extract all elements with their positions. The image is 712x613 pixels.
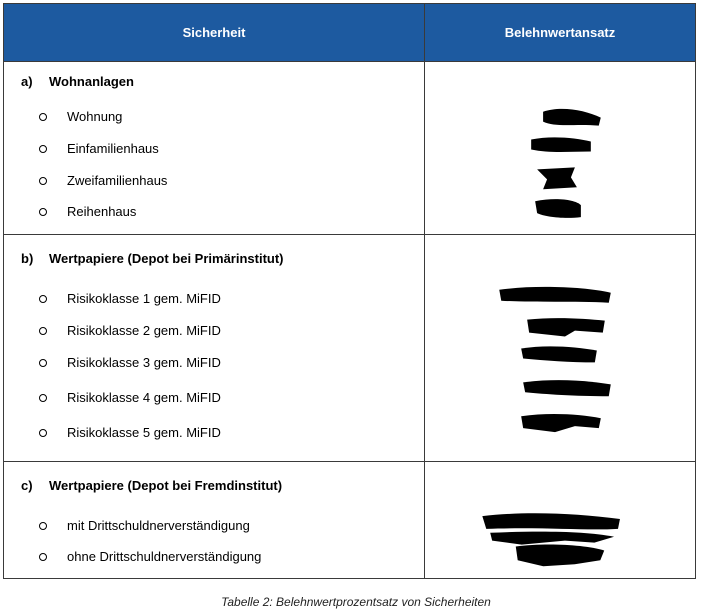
- circle-bullet-icon: [39, 359, 47, 367]
- section-a-title: [21, 74, 134, 89]
- list-item: Zweifamilienhaus: [39, 173, 167, 188]
- section-b-letter: b): [21, 251, 34, 266]
- section-a-letter: a): [21, 74, 33, 89]
- circle-bullet-icon: [39, 145, 47, 153]
- list-item: Einfamilienhaus: [39, 141, 159, 156]
- table-caption: Tabelle 2: Belehnwertprozentsatz von Sicherheiten: [221, 595, 491, 609]
- header-sicherheit: Sicherheit: [4, 4, 425, 62]
- section-row-c: [4, 462, 696, 579]
- circle-bullet-icon: [39, 327, 47, 335]
- circle-bullet-icon: [39, 522, 47, 530]
- section-c-values-cell: [425, 462, 696, 579]
- section-c-cell: [4, 462, 425, 579]
- list-item: Risikoklasse 5 gem. MiFID: [39, 425, 221, 440]
- section-c-letter: c): [21, 478, 33, 493]
- list-item: Risikoklasse 4 gem. MiFID: [39, 390, 221, 405]
- redaction-marks-c: [425, 462, 694, 578]
- circle-bullet-icon: [39, 394, 47, 402]
- section-b-values-cell: [425, 235, 696, 462]
- section-b-title: [21, 251, 284, 266]
- list-item: Risikoklasse 2 gem. MiFID: [39, 323, 221, 338]
- list-item: ohne Drittschuldnerverständigung: [39, 549, 261, 564]
- section-c-title-text: Wertpapiere (Depot bei Fremdinstitut): [49, 478, 283, 493]
- list-item: Risikoklasse 3 gem. MiFID: [39, 355, 221, 370]
- redaction-marks-a: [425, 62, 694, 234]
- list-item: Risikoklasse 1 gem. MiFID: [39, 291, 221, 306]
- section-b-title-text: Wertpapiere (Depot bei Primärinstitut): [49, 251, 284, 266]
- circle-bullet-icon: [39, 208, 47, 216]
- section-b-cell: [4, 235, 425, 462]
- list-item: Wohnung: [39, 109, 122, 124]
- section-row-a: [4, 62, 696, 235]
- collateral-table: [3, 3, 696, 579]
- list-item: mit Drittschuldnerverständigung: [39, 518, 250, 533]
- section-a-values-cell: [425, 62, 696, 235]
- circle-bullet-icon: [39, 113, 47, 121]
- circle-bullet-icon: [39, 177, 47, 185]
- circle-bullet-icon: [39, 553, 47, 561]
- redaction-marks-b: [425, 235, 694, 461]
- section-row-b: [4, 235, 696, 462]
- section-c-title: [21, 478, 282, 493]
- section-a-title-text: Wohnanlagen: [49, 74, 134, 89]
- list-item: Reihenhaus: [39, 204, 136, 219]
- circle-bullet-icon: [39, 429, 47, 437]
- section-a-cell: [4, 62, 425, 235]
- circle-bullet-icon: [39, 295, 47, 303]
- header-belehnwertansatz: Belehnwertansatz: [425, 4, 696, 62]
- table-header-row: [4, 4, 696, 62]
